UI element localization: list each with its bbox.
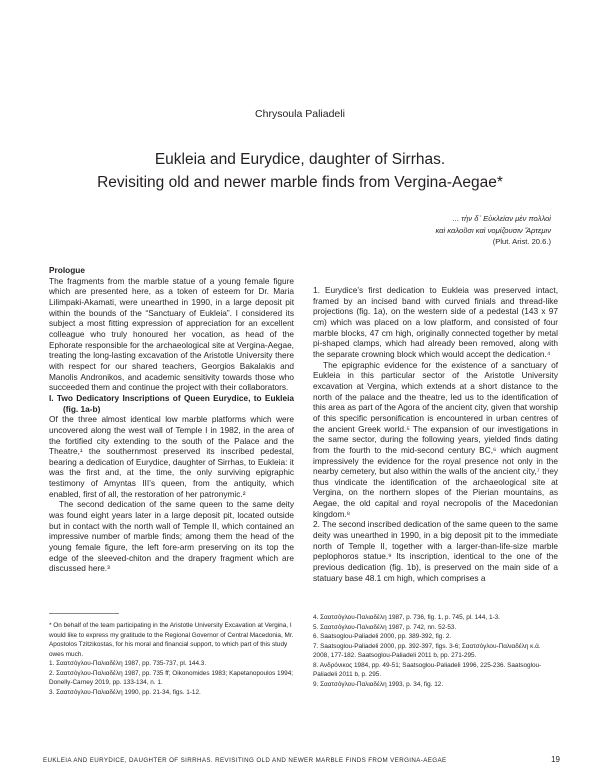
epigraph-line-1: ... τὴν δ᾽ Εὐκλείαν μὲν πολλοὶ <box>452 214 551 223</box>
prologue-text: The fragments from the marble statue of a young female figure which are presented here, as a token of esteem for Dr. Maria Lilimpaki-Akamati, were unearthed in 1990, in a large deposit pit within the bounds of the “Sanctuary of Eukleia”. I considered its subject a most fitting expression of appreciation for an excellent colleague who truly honoured her vocation, as head of the Ephorate responsible for the archaeological site at Vergina-Aegae, treating the long-lasting excavation of the Aristotle University there with respect for our shared teachers, Georgios Bakalakis and Manolis Andronikos, and academic sensitivity towards those who succeeded them and continue the project with their collaborators. <box>49 275 294 393</box>
footnote: 6. Saatsoglou-Paliadeli 2000, pp. 389-392, fig. 2. <box>313 633 452 640</box>
footnote: 5. Σαατσόγλου-Παλιαδέλη 1987, p. 742, nn. 52-53. <box>313 623 457 631</box>
body-paragraph: The second dedication of the same queen to the same deity was found eight years later in a large deposit pit, located outside but in contact with the north wall of Temple II, which contained an impressive number of marble finds; among them the head of the young female figure, the left fore-arm preserving on its top the edge of the sleeved-chiton and the drapery fragment which are discussed here.³ <box>49 499 294 574</box>
body-paragraph: 1. Eurydice’s first dedication to Eukleia was preserved intact, framed by an incised band with curved finials and thread-like projections (fig. 1a), on the western side of a pedestal (143 x 97 cm) which was placed on a low platform, and consisted of four marble blocks, 47 cm high, originally connected together by metal pi-shaped clamps, which had already been removed, along with the separate crowning block which would accept the dedication.⁴ <box>313 285 558 359</box>
footnote: 8. Ανδρόνικος 1984, pp. 49-51; Saatsoglou-Paliadeli 1996, 225-236. Saatsoglou-Paliadeli 2011 b, p. 295. <box>313 661 542 678</box>
body-paragraph: The epigraphic evidence for the existence of a sanctuary of Eukleia in this particular sector of the Aristotle University excavation at Vergina, which extends at a short distance to the north of the palace and the theatre, led us to the identification of this area as part of the Agora of the ancient city, given that worship of this specific personification is encountered in urban centres of the ancient Greek world.⁵ The expansion of our investigations in the same sector, during the following years, yielded finds dating from the fourth to the mid-second century BC,⁶ which augment impressively the evidence for the royal presence not only in the nearby cemetery, but also within the walls of the ancient city,⁷ they thus vindicate the identification of the archaeological site at Vergina, on the northern slopes of the Pierian mountains, as Aegae, the old capital and royal necropolis of the Macedonian kingdom.⁸ <box>313 359 558 519</box>
footnote: 2. Σαατσόγλου-Παλιαδέλη 1987, pp. 735 ff; Oikonomides 1983; Kapetanopoulos 1994; Donelly-Carney 2019, pp. 133-134, n. 1. <box>49 669 294 686</box>
left-column <box>49 265 294 574</box>
footnotes-right <box>313 613 558 689</box>
prologue-heading: Prologue <box>49 265 85 275</box>
article-title <box>40 148 560 194</box>
footnotes-left <box>49 621 294 697</box>
body-paragraph: Of the three almost identical low marble platforms which were uncovered along the west wall of Temple I in 1982, in the area of the fortified city extending to the south of the Palace and the Theatre,¹ the southernmost preserved its inscribed pedestal, bearing a dedication of Eurydice, daughter of Sirrhas, to Eukleia: it was the first and, at the time, the only surviving epigraphic testimony of Amyntas III’s queen, from the antiquity, which enabled, first of all, the restoration of her patronymic.² <box>49 414 294 499</box>
right-column <box>313 285 558 583</box>
epigraph <box>251 213 551 248</box>
page-number: 19 <box>551 755 560 764</box>
footnote: 3. Σαατσόγλου-Παλιαδέλη 1990, pp. 21-34, figs. 1-12. <box>49 688 201 696</box>
footnote: * On behalf of the team participating in the Aristotle University Excavation at Vergina, I would like to express my gratitude to the Regional Governor of Central Macedonia, Mr. Apostolos Tzitzikostas, for his moral and financial support, to which part of this study owes much. <box>49 622 294 658</box>
title-line-1: Eukleia and Eurydice, daughter of Sirrhas. <box>154 151 446 168</box>
footnote: 1. Σαατσόγλου-Παλιαδέλη 1987, pp. 735-737, pl. 144.3. <box>49 660 207 667</box>
footnote: 9. Σαατσόγλου-Παλιαδέλη 1993, p. 34, fig. 12. <box>313 680 444 688</box>
author-name: Chrysoula Paliadeli <box>255 108 345 120</box>
footnote: 7. Saatsoglou-Paliadeli 2000, pp. 392-397, figs. 3-6; Σαατσόγλου-Παλιαδέλη κ.ά. 2008, 177-182. Saatsoglou-Paliadeli 2011 b, pp. 271-295. <box>313 642 541 659</box>
epigraph-source: (Plut. Arist. 20.6.) <box>492 237 551 246</box>
running-footer: EUKLEIA AND EURYDICE, DAUGHTER OF SIRRHAS. REVISITING OLD AND NEWER MARBLE FINDS FROM VERGINA-AEGAE <box>43 757 447 764</box>
body-paragraph: 2. The second inscribed dedication of the same queen to the same deity was unearthed in 1990, in a big deposit pit to the immediate north of Temple II, together with a larger-than-life-size marble peplophoros statue.⁹ Its inscription, identical to the one of the previous dedication (fig. 1b), is preserved on the main side of a statuary base 48.1 cm high, which comprises a <box>313 519 558 583</box>
title-line-2: Revisiting old and newer marble finds from Vergina-Aegae* <box>97 174 503 191</box>
epigraph-line-2: καὶ καλοῦσι καὶ νομίζουσιν Ἄρτεμιν <box>435 225 551 235</box>
section-heading: I. Two Dedicatory Inscriptions of Queen Eurydice, to Eukleia (fig. 1a-b) <box>49 392 294 414</box>
footnote: 4. Σαατσόγλου-Παλιαδέλη 1987, p. 736, fig. 1, p. 745, pl. 144, 1-3. <box>313 614 500 621</box>
footnote-divider <box>49 613 119 614</box>
